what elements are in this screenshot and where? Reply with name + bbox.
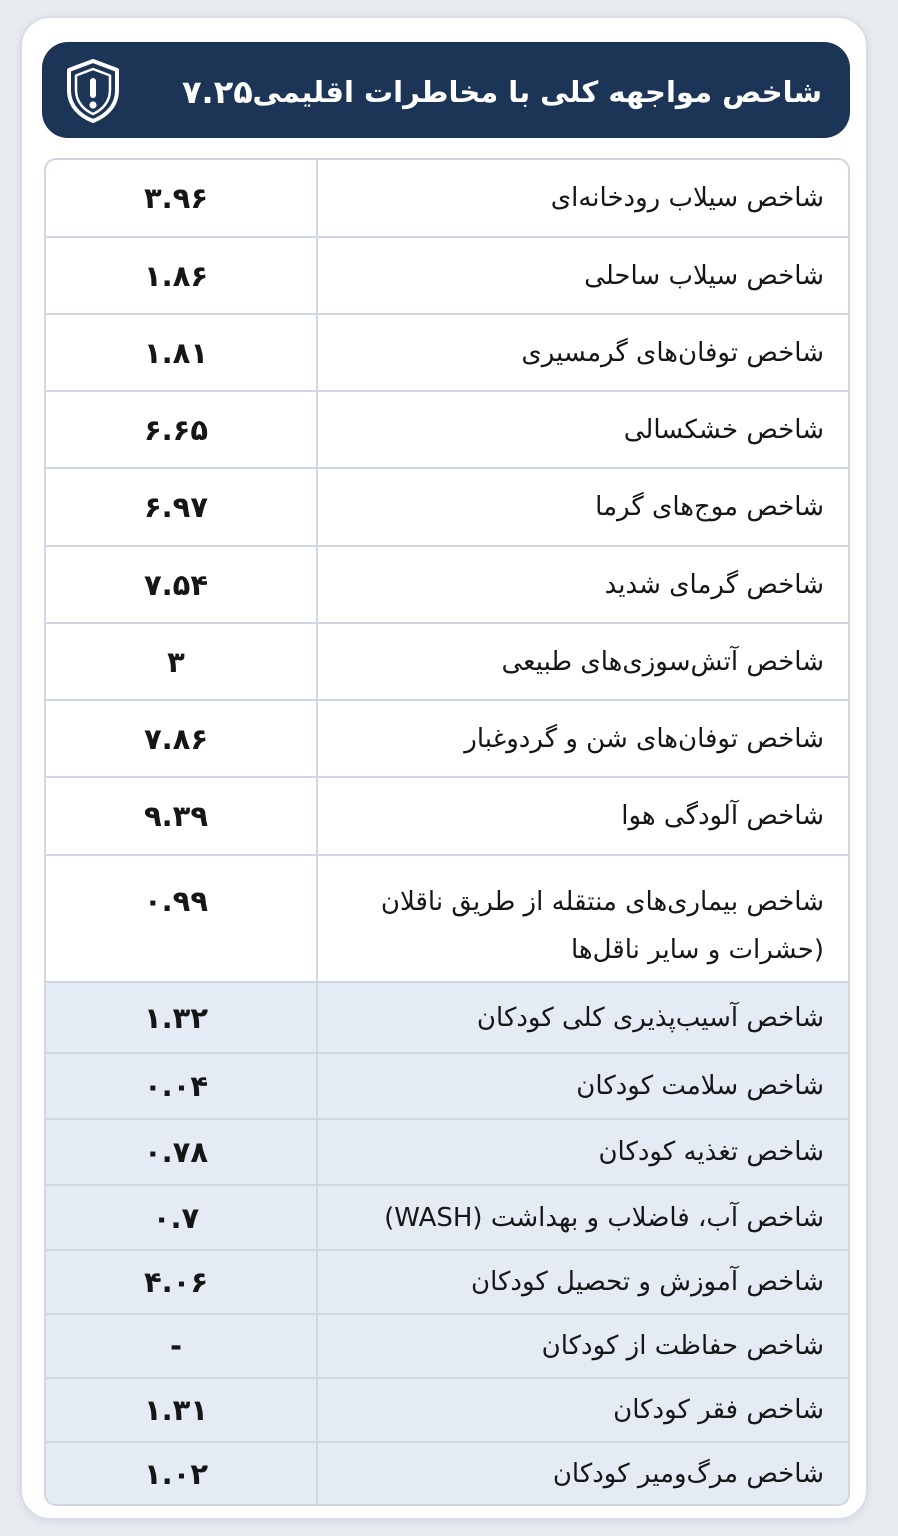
row-value: ۰.۰۴ [143,1069,209,1103]
indicator-table [44,158,850,1506]
row-value: ۱.۳۱ [143,1393,209,1427]
row-label-line-2: (حشرات و سایر ناقل‌ها [570,935,824,965]
row-value: - [169,1329,183,1363]
row-value: ۶.۶۵ [143,412,209,447]
row-label: شاخص آلودگی هوا [316,778,848,854]
row-label: شاخص سلامت کودکان [316,1054,848,1118]
row-value: ۹.۳۹ [143,799,209,833]
row-label: شاخص آموزش و تحصیل کودکان [316,1251,848,1313]
overall-exposure-value: ۷.۲۵ [182,73,253,111]
table-row [46,1313,848,1377]
row-value: ۳.۹۶ [143,181,209,215]
row-label: شاخص آسیب‌پذیری کلی کودکان [316,983,848,1052]
row-value: ۱.۰۲ [143,1456,209,1491]
table-row [46,854,848,981]
table-row [46,1377,848,1441]
row-value: ۴.۰۶ [143,1265,209,1299]
row-value: ۰.۷۸ [143,1135,209,1169]
row-value: ۷.۵۴ [143,567,209,602]
table-row [46,1249,848,1313]
row-value: ۱.۸۱ [143,335,209,370]
table-row [46,313,848,390]
table-row [46,390,848,467]
table-row [46,1052,848,1118]
table-row [46,1184,848,1249]
shield-exclamation-icon [64,58,122,124]
header-title: شاخص مواجهه کلی با مخاطرات اقلیمی [252,75,822,109]
table-row [46,981,848,1052]
row-value: ۰.۷ [152,1200,200,1235]
row-value: ۱.۸۶ [143,258,209,293]
row-label: شاخص خشکسالی [316,392,848,467]
row-label: شاخص مرگ‌ومیر کودکان [316,1443,848,1504]
table-row [46,236,848,313]
row-label: شاخص گرمای شدید [316,547,848,622]
row-value: ۰.۹۹ [143,884,209,918]
table-row [46,622,848,699]
row-label-line-1: شاخص بیماری‌های منتقله از طریق ناقلان [380,887,824,917]
row-label: شاخص سیلاب رودخانه‌ای [316,160,848,236]
header-banner [42,42,850,138]
table-row [46,467,848,545]
row-label: شاخص موج‌های گرما [316,469,848,545]
row-label: شاخص حفاظت از کودکان [316,1315,848,1377]
table-row [46,545,848,622]
table-row [46,1441,848,1504]
row-label: شاخص توفان‌های شن و گردوغبار [316,701,848,776]
row-label [316,856,848,981]
row-value: ۳ [167,644,185,679]
row-value: ۱.۳۲ [143,1000,209,1035]
row-label: شاخص سیلاب ساحلی [316,238,848,313]
table-row [46,1118,848,1184]
table-row [46,160,848,236]
row-label: شاخص آتش‌سوزی‌های طبیعی [316,624,848,699]
row-label: شاخص آب، فاضلاب و بهداشت (WASH) [316,1186,848,1249]
row-label: شاخص توفان‌های گرمسیری [316,315,848,390]
table-row [46,776,848,854]
table-row [46,699,848,776]
row-label: شاخص فقر کودکان [316,1379,848,1441]
row-value: ۷.۸۶ [143,721,209,756]
row-label: شاخص تغذیه کودکان [316,1120,848,1184]
row-value: ۶.۹۷ [143,490,209,524]
